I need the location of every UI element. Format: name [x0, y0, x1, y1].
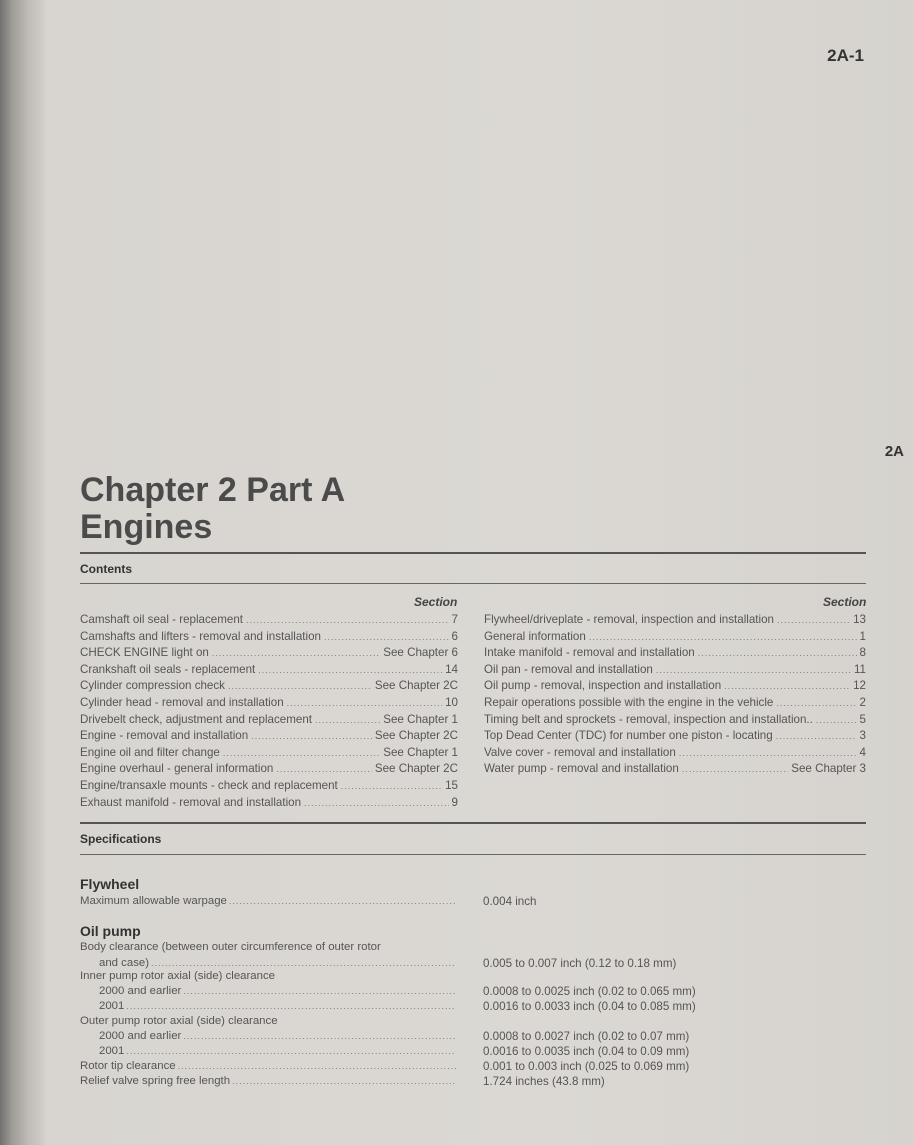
contents-entry	[80, 629, 458, 646]
contents-entry-title: Drivebelt check, adjustment and replacement	[80, 712, 312, 726]
contents-entry	[80, 678, 458, 695]
inner-rotor-2000-value: 0.0008 to 0.0025 inch (0.02 to 0.065 mm)	[483, 985, 696, 998]
contents-entry	[80, 612, 458, 629]
contents-right-column	[484, 612, 866, 778]
contents-entry-title: Cylinder head - removal and installation	[80, 695, 284, 709]
oil-pump-heading: Oil pump	[80, 923, 141, 939]
chapter-tab-marker: 2A	[884, 443, 904, 460]
flywheel-warpage-label: Maximum allowable warpage .....	[80, 895, 456, 907]
contents-entry-title: Oil pump - removal, inspection and installation	[484, 679, 722, 693]
contents-entry	[484, 612, 866, 629]
contents-entry	[484, 745, 866, 762]
contents-entry-title: Engine overhaul - general information	[80, 762, 274, 776]
inner-rotor-2001-value: 0.0016 to 0.0033 inch (0.04 to 0.085 mm)	[483, 1000, 696, 1013]
contents-entry-section: 8	[859, 646, 866, 660]
contents-entry-section: See Chapter 1	[383, 745, 458, 759]
outer-rotor-2000-value: 0.0008 to 0.0027 inch (0.02 to 0.07 mm)	[483, 1030, 690, 1043]
relief-valve-spring-value: 1.724 inches (43.8 mm)	[483, 1075, 605, 1088]
contents-entry	[80, 645, 458, 662]
contents-entry	[484, 678, 866, 695]
contents-entry-section: 2	[859, 695, 866, 709]
contents-entry	[484, 695, 866, 712]
dot-leader	[816, 712, 857, 729]
contents-entry-title: General information	[484, 629, 586, 643]
contents-entry-title: Oil pan - removal and installation	[484, 662, 653, 676]
left-section-column-header: Section	[414, 595, 458, 609]
contents-entry-section: See Chapter 2C	[374, 762, 458, 776]
body-clearance-value: 0.005 to 0.007 inch (0.12 to 0.18 mm)	[483, 957, 677, 970]
contents-entry-section: See Chapter 3	[791, 762, 866, 776]
contents-entry	[484, 728, 866, 745]
contents-entry-section: 7	[451, 613, 458, 626]
dot-leader	[724, 678, 850, 695]
chapter-title	[80, 472, 345, 546]
chapter-title-line-2: Engines	[80, 508, 213, 546]
contents-entry-title: Water pump - removal and installation	[484, 762, 679, 776]
contents-entry-section: 9	[451, 795, 458, 809]
inner-rotor-2001-label: 2001 .....	[80, 1000, 456, 1012]
specifications-heading: Specifications	[80, 832, 162, 846]
dot-leader	[698, 645, 857, 662]
book-spine-shadow	[0, 0, 46, 1145]
contents-entry-section: 10	[445, 695, 458, 709]
page-number: 2A-1	[827, 46, 864, 65]
contents-entry-title: Engine oil and filter change	[80, 745, 220, 759]
contents-entry	[80, 712, 458, 729]
contents-entry-title: Valve cover - removal and installation	[484, 745, 676, 759]
contents-entry-title: Camshafts and lifters - removal and installation	[80, 629, 322, 643]
contents-left-column	[80, 612, 458, 811]
contents-entry	[484, 629, 866, 646]
contents-entry-title: Timing belt and sprockets - removal, inspection and installation..	[484, 712, 813, 726]
contents-entry-title: Engine - removal and installation	[80, 729, 249, 743]
dot-leader	[246, 612, 449, 629]
contents-entry-title: Camshaft oil seal - replacement	[80, 613, 244, 626]
outer-rotor-2000-label: 2000 and earlier .....	[80, 1030, 456, 1042]
dot-leader	[251, 728, 372, 745]
dot-leader	[324, 629, 449, 646]
inner-rotor-2000-label: 2000 and earlier .....	[80, 985, 456, 997]
contents-entry-title: Repair operations possible with the engine in the vehicle	[484, 695, 774, 709]
contents-entry-title: Crankshaft oil seals - replacement	[80, 662, 256, 676]
dot-leader	[315, 712, 380, 729]
contents-entry	[484, 645, 866, 662]
contents-entry-title: Top Dead Center (TDC) for number one piston - locating	[484, 729, 773, 743]
contents-entry	[80, 778, 458, 795]
contents-entry-title: Exhaust manifold - removal and installation	[80, 795, 302, 809]
outer-rotor-2001-label: 2001 .....	[80, 1045, 456, 1057]
contents-entry	[484, 761, 866, 778]
body-clearance-label-line-2: and case) .....	[80, 957, 456, 969]
dot-leader	[212, 645, 380, 662]
outer-rotor-clearance-label: Outer pump rotor axial (side) clearance	[80, 1015, 278, 1027]
dot-leader	[656, 662, 851, 679]
contents-entry	[80, 761, 458, 778]
contents-entry-section: See Chapter 6	[383, 646, 458, 660]
contents-entry-section: See Chapter 1	[383, 712, 458, 726]
dot-leader	[682, 761, 788, 778]
rotor-tip-clearance-value: 0.001 to 0.003 inch (0.025 to 0.069 mm)	[483, 1060, 690, 1073]
contents-entry-section: See Chapter 2C	[374, 679, 458, 693]
contents-entry	[80, 695, 458, 712]
contents-entry-title: Cylinder compression check	[80, 679, 225, 693]
contents-entry-title: Flywheel/driveplate - removal, inspection and installation	[484, 613, 774, 626]
right-section-column-header: Section	[823, 595, 867, 609]
contents-entry-section: 13	[853, 613, 866, 626]
contents-entry	[484, 712, 866, 729]
rotor-tip-clearance-label: Rotor tip clearance .....	[80, 1060, 456, 1072]
dot-leader	[341, 778, 442, 795]
contents-entry-section: 11	[853, 662, 866, 676]
contents-entry	[80, 795, 458, 812]
outer-rotor-2001-value: 0.0016 to 0.0035 inch (0.04 to 0.09 mm)	[483, 1045, 690, 1058]
contents-entry-title: Intake manifold - removal and installation	[484, 646, 695, 660]
chapter-title-line-1: Chapter 2 Part A	[80, 471, 346, 509]
dot-leader	[287, 695, 442, 712]
specifications-top-rule	[80, 822, 866, 824]
contents-entry	[484, 662, 866, 679]
contents-entry-title: CHECK ENGINE light on	[80, 646, 209, 660]
dot-leader	[276, 761, 372, 778]
contents-entry-section: 4	[859, 745, 866, 759]
dot-leader	[223, 745, 380, 762]
contents-entry-section: See Chapter 2C	[374, 729, 458, 743]
flywheel-heading: Flywheel	[80, 876, 140, 892]
contents-entry	[80, 745, 458, 762]
contents-entry	[80, 662, 458, 679]
flywheel-warpage-value: 0.004 inch	[483, 895, 537, 908]
dot-leader	[228, 678, 372, 695]
contents-entry-section: 15	[445, 778, 458, 792]
contents-bottom-rule	[80, 583, 866, 584]
body-clearance-label-line-1: Body clearance (between outer circumference of outer rotor	[80, 941, 381, 953]
contents-entry-section: 3	[859, 729, 866, 743]
contents-entry-title: Engine/transaxle mounts - check and replacement	[80, 778, 338, 792]
contents-entry-section: 5	[859, 712, 866, 726]
dot-leader	[776, 728, 857, 745]
contents-entry-section: 1	[859, 629, 866, 643]
contents-entry-section: 6	[451, 629, 458, 643]
dot-leader	[679, 745, 857, 762]
dot-leader	[777, 612, 850, 629]
contents-top-rule	[80, 552, 866, 554]
contents-entry	[80, 728, 458, 745]
dot-leader	[776, 695, 856, 712]
contents-heading: Contents	[80, 562, 132, 576]
contents-entry-section: 14	[445, 662, 458, 676]
relief-valve-spring-label: Relief valve spring free length .....	[80, 1075, 456, 1087]
specifications-bottom-rule	[80, 854, 866, 855]
contents-entry-section: 12	[853, 679, 866, 693]
inner-rotor-clearance-label: Inner pump rotor axial (side) clearance	[80, 970, 275, 982]
dot-leader	[304, 795, 449, 812]
dot-leader	[258, 662, 442, 679]
dot-leader	[589, 629, 857, 646]
